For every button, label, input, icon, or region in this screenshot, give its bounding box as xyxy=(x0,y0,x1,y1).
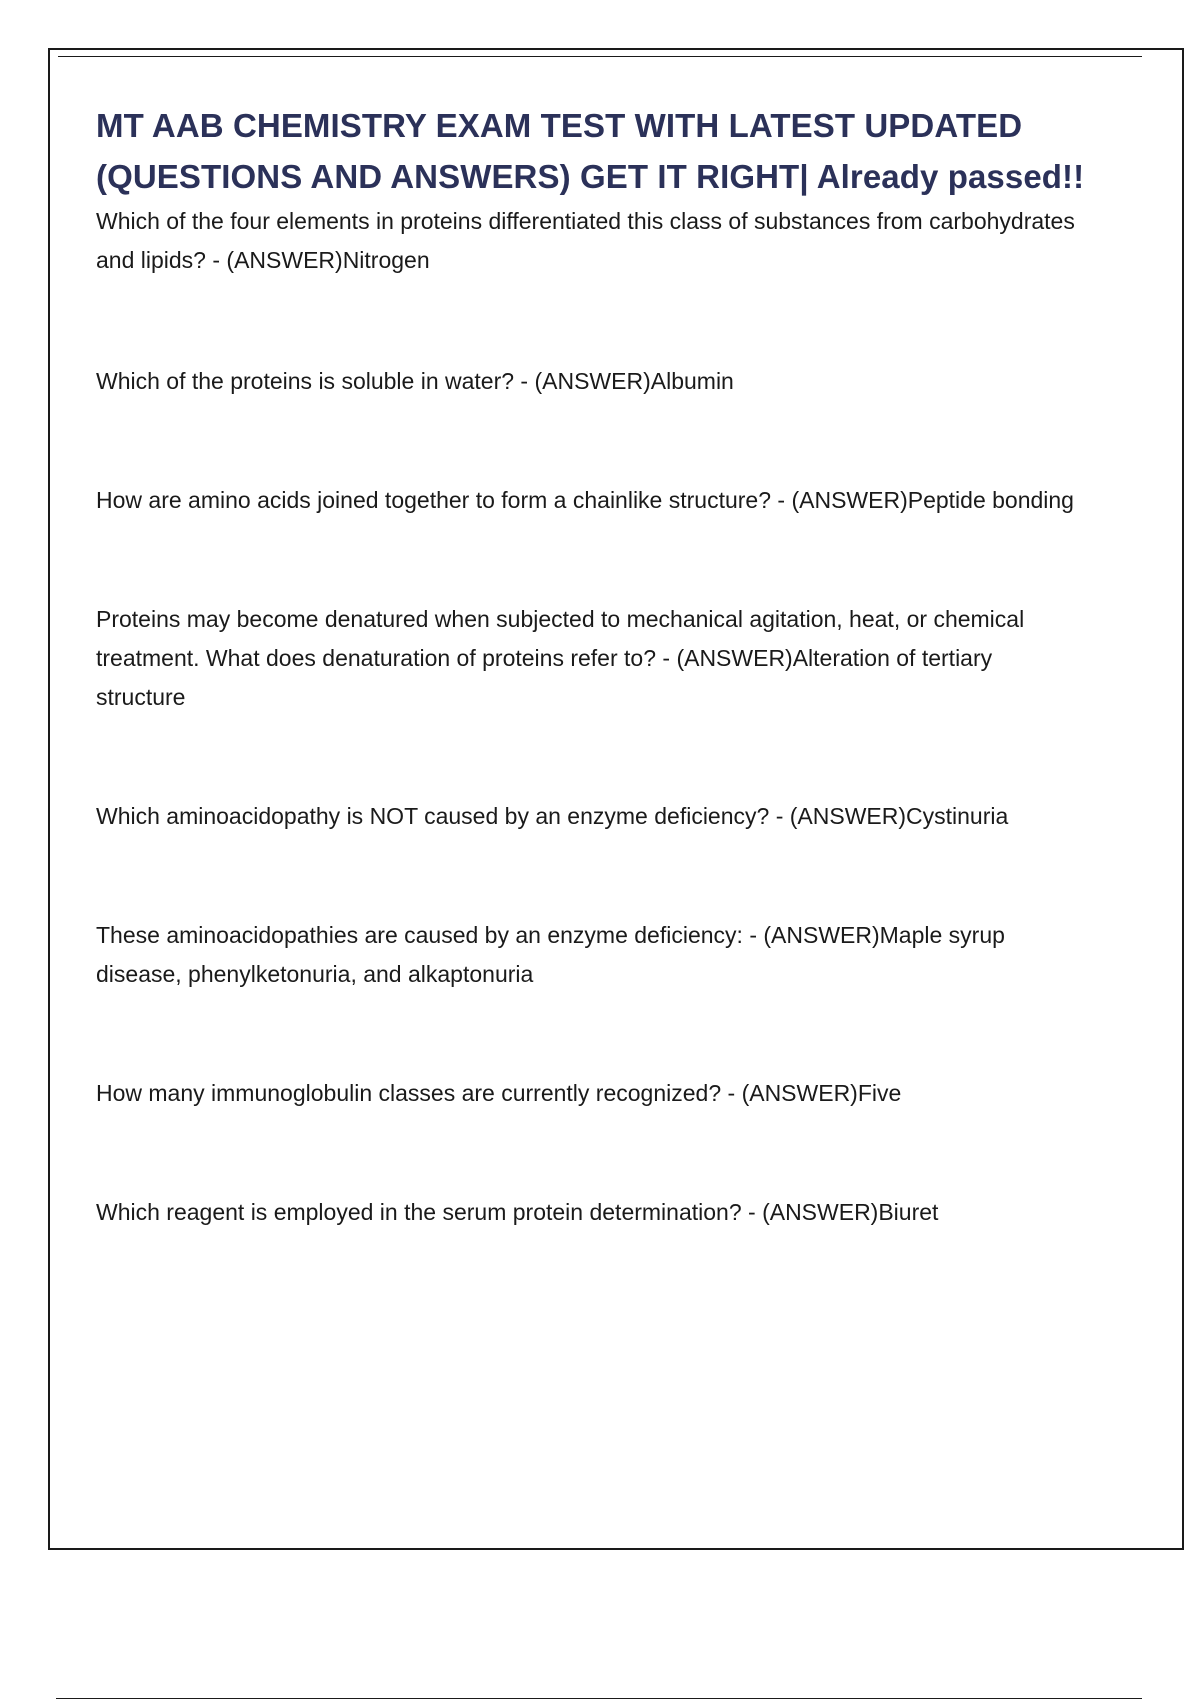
top-rule xyxy=(58,56,1142,57)
answer-text: (ANSWER)Alteration of tertiary structure xyxy=(96,645,999,710)
question-text: These aminoacidopathies are caused by an enzyme deficiency: - xyxy=(96,922,764,948)
answer-text: (ANSWER)Peptide bonding xyxy=(791,487,1074,513)
qa-item-4 xyxy=(96,600,1086,717)
answer-text: (ANSWER)Albumin xyxy=(534,368,734,394)
answer-text: (ANSWER)Cystinuria xyxy=(789,803,1009,829)
question-text: How many immunoglobulin classes are currently recognized? - xyxy=(96,1080,742,1106)
document-body xyxy=(96,100,1086,1232)
qa-item-2 xyxy=(96,362,1086,401)
qa-list xyxy=(96,202,1086,1232)
qa-item-3 xyxy=(96,481,1086,520)
answer-text: (ANSWER)Biuret xyxy=(762,1199,939,1225)
qa-item-1 xyxy=(96,202,1086,280)
question-text: Which of the proteins is soluble in water? - xyxy=(96,368,535,394)
answer-text: (ANSWER)Maple syrup disease, phenylketonuria, and alkaptonuria xyxy=(96,922,1012,987)
question-text: How are amino acids joined together to form a chainlike structure? - xyxy=(96,487,792,513)
qa-item-8 xyxy=(96,1193,1086,1232)
question-text: Which reagent is employed in the serum protein determination? - xyxy=(96,1199,763,1225)
qa-item-5 xyxy=(96,797,1086,836)
question-text: Proteins may become denatured when subjected to mechanical agitation, heat, or chemical treatment. What does denaturation of proteins refer to? - xyxy=(96,606,1025,671)
question-text: Which of the four elements in proteins differentiated this class of substances from carbohydrates and lipids? - xyxy=(96,208,1075,273)
bottom-rule xyxy=(56,1698,1142,1699)
answer-text: (ANSWER)Nitrogen xyxy=(226,247,430,273)
question-text: Which aminoacidopathy is NOT caused by an enzyme deficiency? - xyxy=(96,803,790,829)
document-title: MT AAB CHEMISTRY EXAM TEST WITH LATEST UPDATED (QUESTIONS AND ANSWERS) GET IT RIGHT| Already passed!! xyxy=(96,107,1085,195)
qa-item-6 xyxy=(96,916,1086,994)
answer-text: (ANSWER)Five xyxy=(741,1080,902,1106)
qa-item-7 xyxy=(96,1074,1086,1113)
